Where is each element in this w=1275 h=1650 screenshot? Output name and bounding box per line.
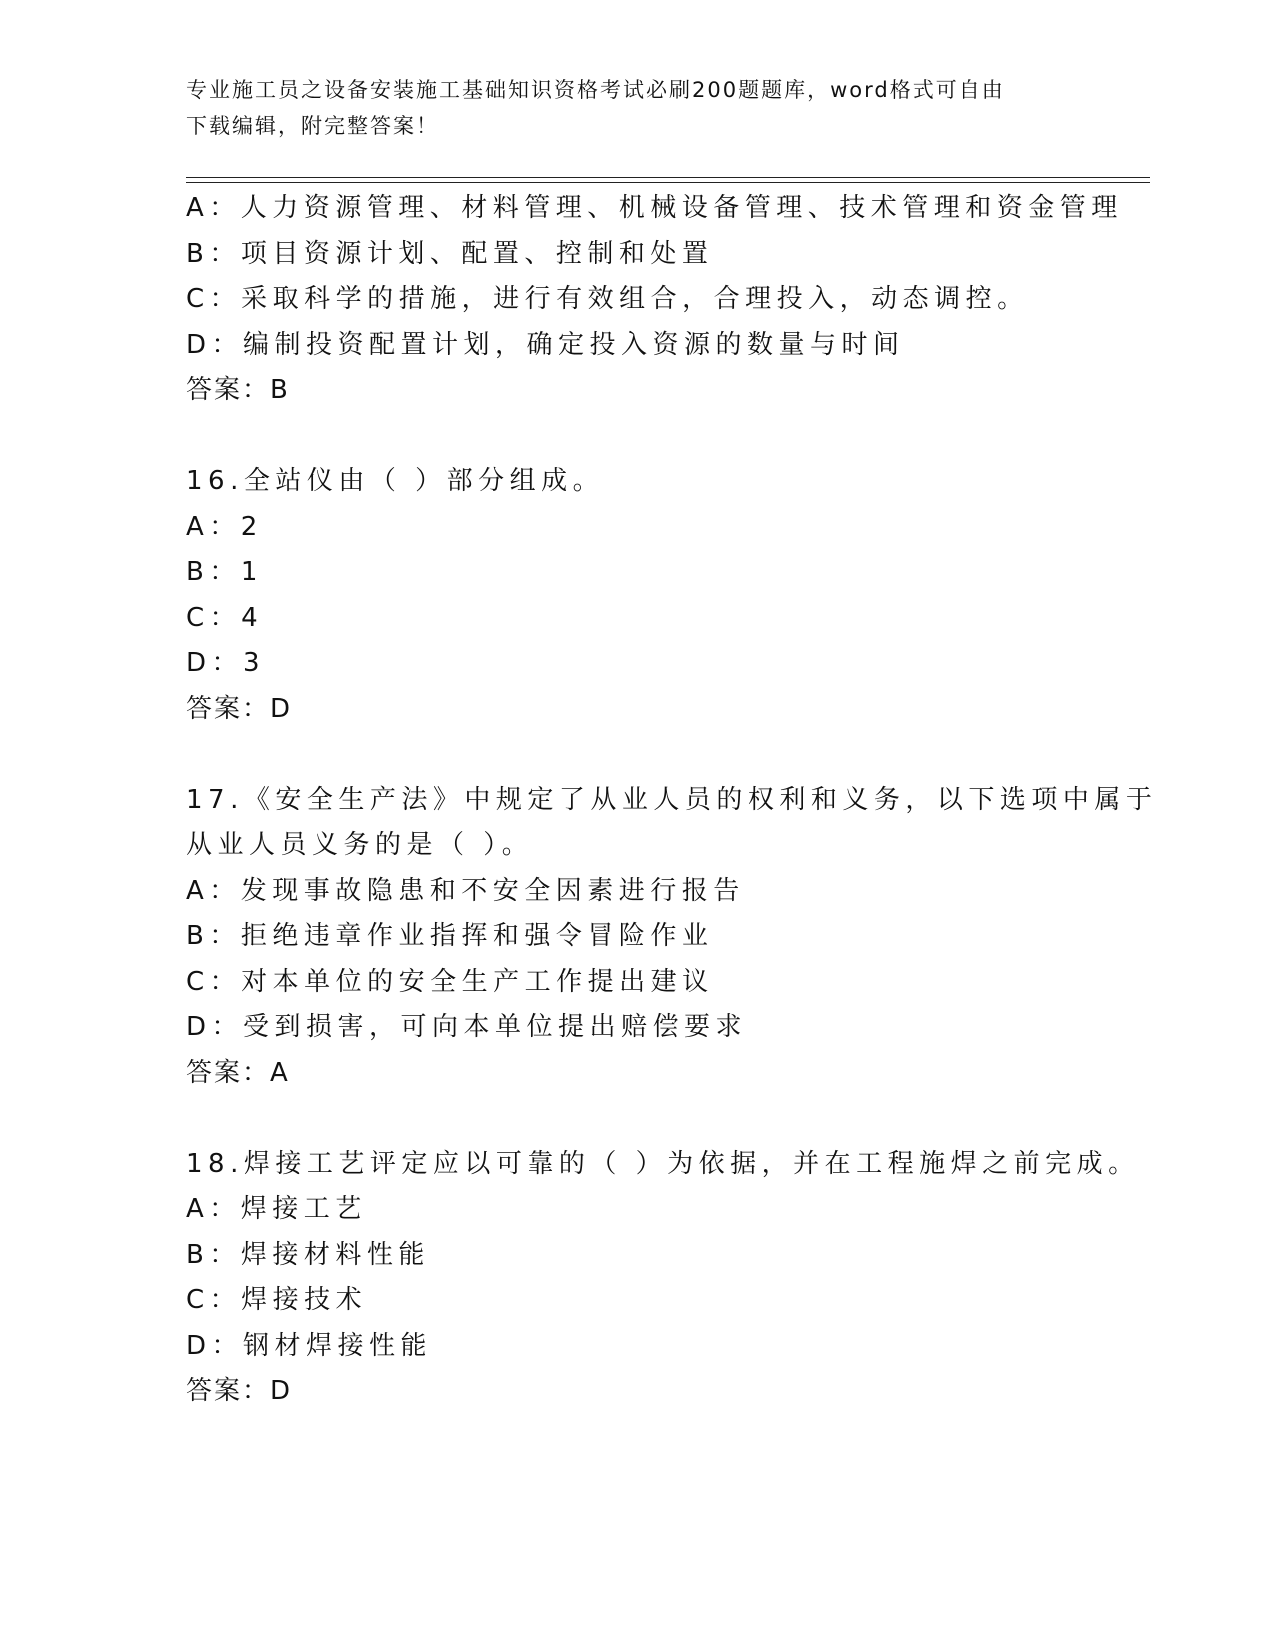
option-b: B：项目资源计划、配置、控制和处置: [186, 238, 714, 269]
spacer: [186, 1096, 1086, 1142]
question-18: [186, 1142, 1140, 1415]
header-divider-top: [186, 177, 1150, 178]
spacer: [186, 414, 1086, 460]
option-a: A：焊接工艺: [186, 1194, 367, 1224]
question-title: 18.焊接工艺评定应以可靠的（ ）为依据，并在工程施焊之前完成。: [186, 1148, 1140, 1179]
option-b: B：拒绝违章作业指挥和强令冒险作业: [186, 921, 714, 951]
header-divider-bottom: [186, 182, 1150, 183]
option-d: D：钢材焊接性能: [186, 1330, 433, 1361]
question-17: [186, 778, 1158, 1097]
question-15: [186, 186, 1123, 414]
question-title-line-2: 从业人员义务的是（ ）。: [186, 830, 534, 860]
option-a: A：2: [186, 511, 263, 542]
answer: 答案：B: [186, 375, 290, 405]
question-title: 16.全站仪由（ ）部分组成。: [186, 466, 605, 496]
answer: 答案：D: [186, 1376, 293, 1406]
answer: 答案：D: [186, 693, 293, 724]
option-d: D：编制投资配置计划，确定投入资源的数量与时间: [186, 329, 905, 360]
option-a: A：发现事故隐患和不安全因素进行报告: [186, 875, 745, 906]
question-title-line-1: 17.《安全生产法》中规定了从业人员的权利和义务，以下选项中属于: [186, 784, 1158, 815]
option-c: C：焊接技术: [186, 1285, 368, 1315]
option-b: B：1: [186, 557, 263, 587]
document-header: [186, 72, 1066, 144]
question-16: [186, 459, 1086, 732]
option-c: C：采取科学的措施，进行有效组合，合理投入，动态调控。: [186, 284, 1029, 314]
option-d: D：3: [186, 648, 266, 678]
option-c: C：对本单位的安全生产工作提出建议: [186, 966, 714, 997]
option-b: B：焊接材料性能: [186, 1239, 430, 1270]
header-line-2: 下载编辑，附完整答案！: [186, 114, 439, 138]
answer: 答案：A: [186, 1057, 290, 1088]
spacer: [186, 732, 1086, 778]
question-list: [186, 186, 1158, 1415]
header-line-1: 专业施工员之设备安装施工基础知识资格考试必刷200题题库，word格式可自由: [186, 78, 1005, 102]
option-d: D：受到损害，可向本单位提出赔偿要求: [186, 1012, 748, 1042]
option-a: A：人力资源管理、材料管理、机械设备管理、技术管理和资金管理: [186, 193, 1123, 223]
option-c: C：4: [186, 602, 264, 633]
